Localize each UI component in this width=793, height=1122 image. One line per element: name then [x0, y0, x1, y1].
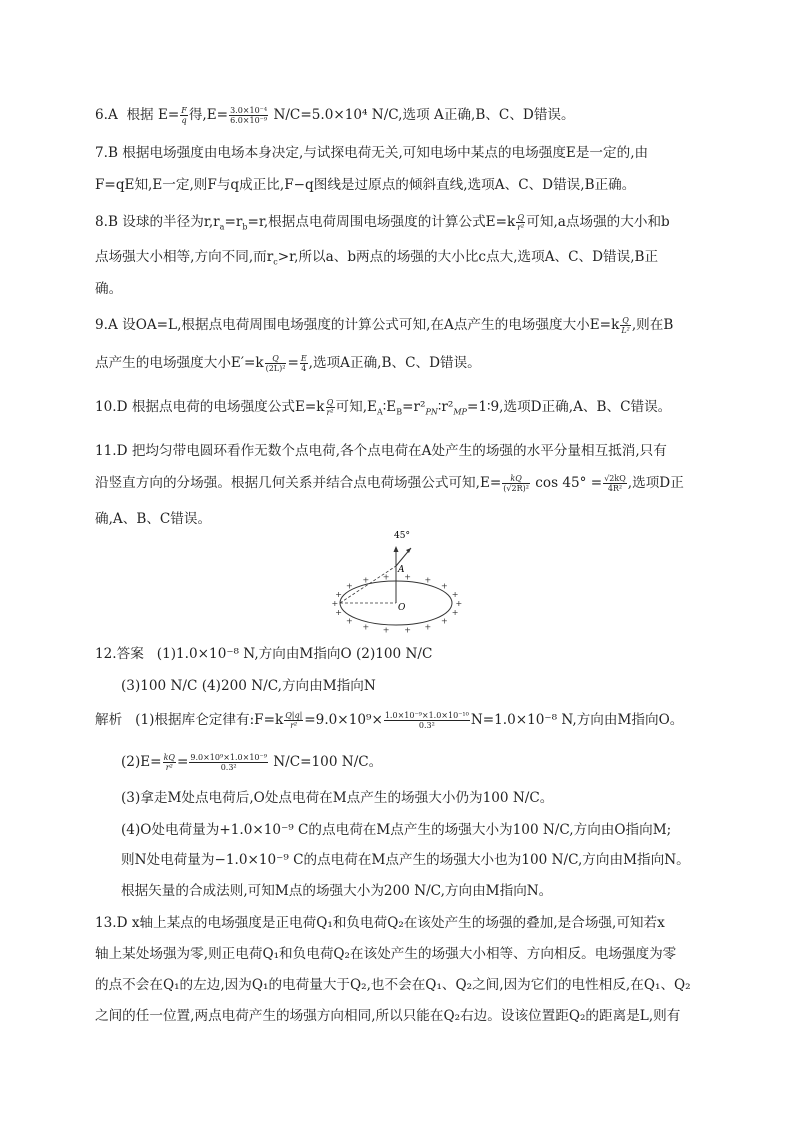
plus-sign: + — [382, 625, 390, 635]
plus-sign: + — [331, 599, 339, 608]
fraction: $\frac{Q}{\text{r²}}$ — [517, 213, 525, 232]
fraction: $\frac{F}{q}$ — [181, 106, 187, 125]
answer-12-line-1: 12.答案 (1)1.0×10⁻⁸ N,方向由M指向O (2)100 N/C — [95, 646, 433, 662]
plus-sign: + — [441, 616, 448, 626]
answer-12-line-2: (3)100 N/C (4)200 N/C,方向由M指向N — [121, 678, 376, 694]
plus-sign: + — [362, 622, 370, 632]
fraction: $\frac{kQ}{\text{r²}}$ — [163, 753, 175, 772]
plus-sign: + — [424, 575, 432, 585]
answer-9-line-2: 点产生的电场强度大小E′=k $\frac{Q}{\text{(2L)²}}$ = $\frac{E}{4}$ ,选项A正确,B、C、D错误。 — [95, 354, 481, 373]
plus-sign: + — [346, 581, 353, 591]
answer-8-line-3: 确。 — [95, 281, 123, 297]
plus-sign: + — [335, 589, 342, 599]
answer-10: 10.D 根据点电荷的电场强度公式E=k $\frac{Q}{\text{r²}}$ 可知$,E_A∶E_B=r^2_{PN}∶r^2_{MP}=1∶9$,选项D正确,A、B、C错误。 — [95, 398, 672, 417]
answer-7-line-2: F=qE知,E一定,则F与q成正比,F−q图线是过原点的倾斜直线,选项A、C、D错误,B正确。 — [95, 177, 636, 193]
answer-13-line-3: 的点不会在Q₁的左边,因为Q₁的电荷量大于Q₂,也不会在Q₁、Q₂之间,因为它们的电性相反,在Q₁、Q₂ — [95, 977, 691, 993]
angle-label: 45° — [394, 531, 410, 541]
vertical-arrow-head — [394, 546, 399, 552]
fraction: $\frac{Q}{\text{r²}}$ — [326, 398, 334, 417]
plus-sign: + — [441, 581, 448, 591]
point-a-label: A — [398, 565, 405, 575]
answer-13-line-2: 轴上某处场强为零,则正电荷Q₁和负电荷Q₂在该处产生的场强大小相等、方向相反。电场强度为零 — [95, 946, 677, 962]
fraction: $\frac{\text{1.0×10⁻⁹×1.0×10⁻¹⁰}}{\text{0.3²}}$ — [384, 711, 469, 730]
point-o-label: O — [398, 603, 406, 613]
fraction: $\frac{√2kQ}{\text{4R²}}$ — [604, 474, 626, 493]
plus-sign: + — [404, 625, 412, 635]
plus-sign: + — [451, 608, 459, 618]
fraction: $\frac{Q}{\text{(2L)²}}$ — [265, 354, 286, 373]
plus-sign: + — [455, 599, 463, 608]
answer-9-line-1: 9.A 设OA=L,根据点电荷周围电场强度的计算公式可知,在A点产生的电场强度大小E=k $\frac{Q}{\text{L²}}$ ,则在B — [95, 316, 674, 335]
charged-ring-figure — [331, 528, 463, 638]
plus-sign: + — [335, 608, 342, 618]
solution-12-line-6: 根据矢量的合成法则,可知M点的场强大小为200 N/C,方向由M指向N。 — [121, 883, 553, 899]
plus-sign: + — [424, 622, 432, 632]
fraction: $\frac{\text{3.0×10⁻⁴}}{\text{6.0×10⁻⁹}}$ — [230, 106, 268, 125]
answer-11-line-2: 沿竖直方向的分场强。根据几何关系并结合点电荷场强公式可知,E= $\frac{kQ}{\text{(√2R)²}}$ cos 45° = $\frac{√2kQ}{\text{4R²}}$ ,选项D正 — [95, 474, 684, 493]
solution-12-line-2: (2)E= $\frac{kQ}{\text{r²}}$ = $\frac{\text{9.0×10⁹×1.0×10⁻⁹}}{\text{0.3²}}$ N/C=100 N/C。 — [121, 753, 383, 772]
fraction: $\frac{Q|q|}{\text{r²}}$ — [285, 711, 303, 730]
answer-8-line-1: 8.B 设球的半径为$r,r_a=r_b=r$,根据点电荷周围电场强度的计算公式E=k $\frac{Q}{\text{r²}}$ 可知,a点场强的大小和b — [95, 213, 670, 232]
solution-12-line-5: 则N处电荷量为−1.0×10⁻⁹ C的点电荷在M点产生的场强大小也为100 N/C,方向由M指向N。 — [121, 852, 690, 868]
solution-12-line-4: (4)O处电荷量为+1.0×10⁻⁹ C的点电荷在M点产生的场强大小为100 N/C,方向由O指向M; — [121, 822, 672, 838]
plus-sign: + — [451, 589, 459, 599]
solution-12-line-3: (3)拿走M处点电荷后,O处点电荷在M点产生的场强大小仍为100 N/C。 — [121, 790, 554, 806]
plus-sign: + — [404, 572, 412, 582]
plus-sign: + — [382, 572, 390, 582]
plus-sign: + — [346, 616, 353, 626]
answer-11-line-1: 11.D 把均匀带电圆环看作无数个点电荷,各个点电荷在A处产生的场强的水平分量相互抵消,只有 — [95, 443, 667, 459]
answer-11-line-3: 确,A、B、C错误。 — [95, 511, 212, 527]
fraction: $\frac{E}{4}$ — [300, 354, 307, 373]
answer-13-line-1: 13.D x轴上某点的电场强度是正电荷Q₁和负电荷Q₂在该处产生的场强的叠加,是合场强,可知若x — [95, 915, 665, 931]
solution-12-line-1: 解析 (1)根据库仑定律有:F=k $\frac{Q|q|}{\text{r²}}$ =9.0×10⁹× $\frac{\text{1.0×10⁻⁹×1.0×10⁻¹⁰}}{\text{0.3²}}$ N=1.0×10⁻⁸ N,方向由M指向O。 — [95, 711, 684, 730]
answer-13-line-4: 之间的任一位置,两点电荷产生的场强方向相同,所以只能在Q₂右边。设该位置距Q₂的距离是L,则有 — [95, 1008, 681, 1024]
q6-number: 6.A — [95, 107, 118, 123]
fraction: $\frac{\text{9.0×10⁹×1.0×10⁻⁹}}{\text{0.3²}}$ — [190, 753, 267, 772]
answer-8-line-2: 点场强大小相等,方向不同,而$r_c>r$,所以a、b两点的场强的大小比c点大,选项A、C、D错误,B正 — [95, 249, 659, 267]
arrow-head — [406, 548, 411, 553]
fraction: $\frac{kQ}{\text{(√2R)²}}$ — [503, 474, 529, 493]
fraction: $\frac{Q}{\text{L²}}$ — [621, 316, 630, 335]
answer-7-line-1: 7.B 根据电场强度由电场本身决定,与试探电荷无关,可知电场中某点的电场强度E是一定的,由 — [95, 145, 649, 161]
plus-sign: + — [362, 575, 370, 585]
answer-6: 6.A 根据 E= $\frac{F}{q}$ 得,E= $\frac{\text{3.0×10⁻⁴}}{\text{6.0×10⁻⁹}}$ N/C=5.0×10⁴ N/C,选项 A正确,B、C、D错误。 — [95, 106, 575, 125]
